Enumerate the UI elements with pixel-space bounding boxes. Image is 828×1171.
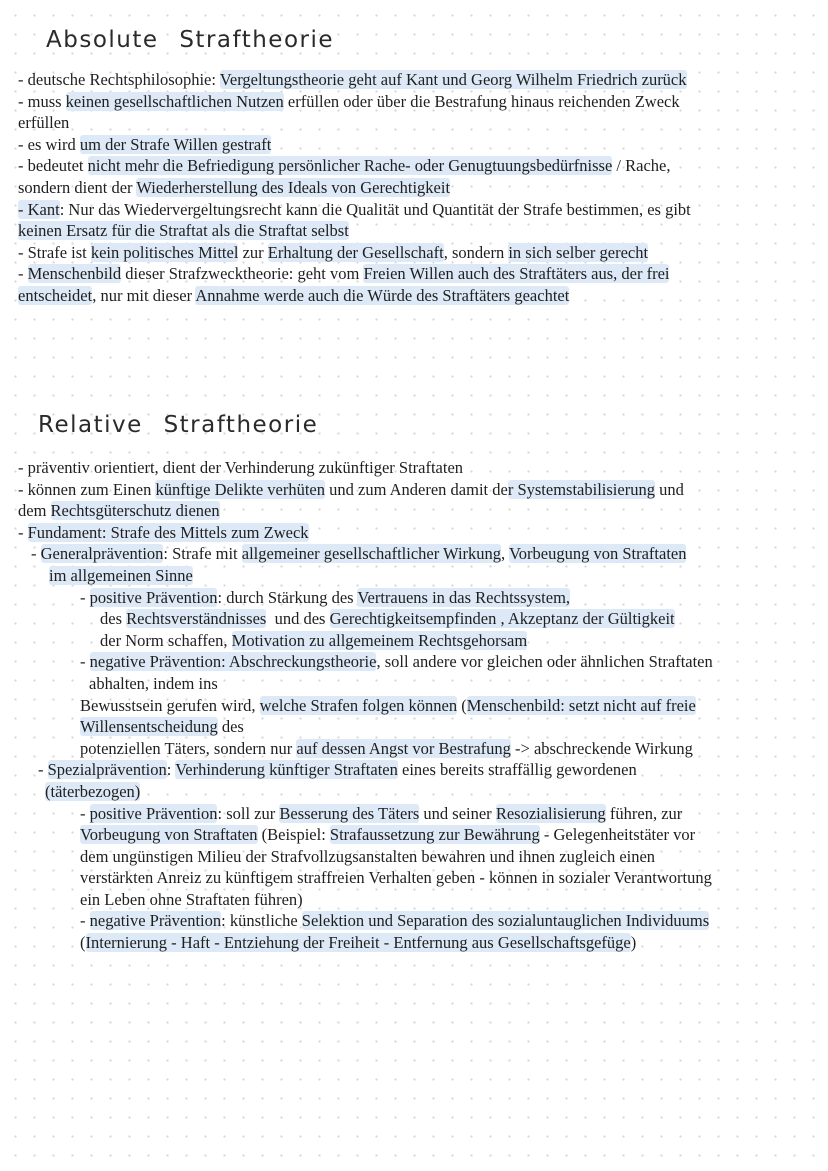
highlight: keinen Ersatz für die Straftat als die Straftat selbst <box>18 221 349 241</box>
text: - muss <box>18 91 66 111</box>
highlight: Wiederherstellung des Ideals von Gerechtigkeit <box>136 177 451 197</box>
text: (Beispiel: <box>257 825 330 845</box>
text: führen, zur <box>605 803 683 823</box>
note-line <box>18 565 818 587</box>
text: ( <box>457 695 467 715</box>
highlight: im allgemeinen Sinne <box>49 565 193 585</box>
note-line <box>18 522 818 544</box>
highlight: Menschenbild: setzt nicht auf freie <box>466 695 696 715</box>
text: , soll andere vor gleichen oder ähnlichen Straftaten <box>376 652 713 672</box>
highlight: Resozialisierung <box>495 803 606 823</box>
text: - es wird <box>18 134 80 154</box>
text: - präventiv orientiert, dient der Verhinderung zukünftiger Straftaten <box>18 458 464 477</box>
highlight: Erhaltung der Gesellschaft <box>267 242 444 262</box>
text: erfüllen oder über die Bestrafung hinaus reichenden Zweck <box>283 91 680 111</box>
text: und des <box>266 609 330 629</box>
highlight: Spezialprävention <box>47 760 167 780</box>
highlight: r Systemstabilisierung <box>507 479 655 499</box>
highlight: allgemeiner gesellschaftlicher Wirkung <box>241 544 502 564</box>
text: abhalten, indem ins <box>89 673 218 693</box>
text: : <box>166 760 176 780</box>
text: dem ungünstigen Milieu der Strafvollzugsanstalten bewahren und ihnen zugleich einen <box>80 846 656 866</box>
text: - <box>80 587 90 607</box>
highlight: Generalprävention <box>40 544 164 564</box>
highlight: Annahme werde auch die Würde des Straftäters geachtet <box>195 285 570 305</box>
highlight: Selektion und Separation des sozialuntauglichen Individuums <box>301 911 710 931</box>
highlight: entscheidet <box>18 285 93 305</box>
note-line <box>18 134 818 156</box>
text: des <box>100 609 127 629</box>
note-line <box>18 155 818 177</box>
text: : künstliche <box>221 911 302 931</box>
text: zur <box>238 242 268 262</box>
text: ein Leben ohne Straftaten führen) <box>80 889 303 909</box>
highlight: - Kant <box>18 199 60 219</box>
text: - <box>80 652 90 672</box>
text: - <box>80 803 90 823</box>
highlight: negative Prävention: Abschreckungstheorie <box>89 652 377 672</box>
highlight: Vorbeugung von Straftaten <box>80 825 258 845</box>
note-line <box>18 199 818 221</box>
text: - bedeutet <box>18 156 88 176</box>
note-line <box>18 242 818 264</box>
highlight: Rechtsgüterschutz dienen <box>50 501 220 521</box>
note-line <box>18 759 818 781</box>
note-line <box>18 69 818 91</box>
absolute-theory-notes <box>18 69 818 307</box>
note-line <box>18 587 818 609</box>
relative-theory-notes <box>18 457 818 954</box>
section-title-absolute: Absolute Straftheorie <box>46 27 335 53</box>
highlight: Vertrauens in das Rechtssystem, <box>357 587 571 607</box>
highlight: Vorbeugung von Straftaten <box>508 544 687 564</box>
highlight: (täterbezogen) <box>45 781 141 801</box>
text: ) <box>630 933 637 953</box>
note-line <box>18 457 818 479</box>
highlight: Freien Willen auch des Straftäters aus, der frei <box>363 264 670 284</box>
section-title-relative: Relative Straftheorie <box>38 412 319 438</box>
highlight: künftige Delikte verhüten <box>155 479 325 499</box>
highlight: um der Strafe Willen gestraft <box>79 134 272 154</box>
highlight: in sich selber gerecht <box>508 242 649 262</box>
highlight: Internierung - Haft - Entziehung der Freiheit - Entfernung aus Gesellschaftsgefüge <box>85 933 631 953</box>
text: : durch Stärkung des <box>217 587 358 607</box>
highlight: positive Prävention <box>89 803 218 823</box>
text: : Strafe mit <box>163 544 242 564</box>
text: , <box>501 544 509 564</box>
text: und seiner <box>419 803 496 823</box>
text: : Nur das Wiedervergeltungsrecht kann die Qualität und Quantität der Strafe bestimmen, es gibt <box>59 199 691 219</box>
text: - Strafe ist <box>18 242 91 262</box>
note-line <box>18 220 818 242</box>
text: - deutsche Rechtsphilosophie: <box>18 70 220 89</box>
text: - <box>18 522 28 542</box>
text: : soll zur <box>217 803 280 823</box>
highlight: auf dessen Angst vor Bestrafung <box>296 738 511 758</box>
highlight: keinen gesellschaftlichen Nutzen <box>65 91 284 111</box>
highlight: kein politisches Mittel <box>90 242 239 262</box>
text: / Rache, <box>612 156 671 176</box>
note-line <box>18 500 818 522</box>
highlight: Menschenbild <box>27 264 122 284</box>
note-line <box>18 824 818 846</box>
highlight: Fundament: Strafe des Mittels zum Zweck <box>27 522 309 542</box>
highlight: Strafaussetzung zur Bewährung <box>329 825 540 845</box>
text: eines bereits straffällig gewordenen <box>397 760 637 780</box>
highlight: Willensentscheidung <box>80 717 218 737</box>
text: und zum Anderen damit de <box>325 479 508 499</box>
text: erfüllen <box>18 113 70 133</box>
text: - <box>31 544 41 564</box>
text: - Gelegenheitstäter vor <box>539 825 696 845</box>
note-line <box>18 673 818 695</box>
highlight: positive Prävention <box>89 587 218 607</box>
text: der Norm schaffen, <box>100 630 232 650</box>
note-line <box>18 716 818 738</box>
note-line <box>18 889 818 911</box>
text: dem <box>18 501 51 521</box>
note-line <box>18 781 818 803</box>
note-line <box>18 651 818 673</box>
note-line <box>18 803 818 825</box>
note-line <box>18 177 818 199</box>
text: - <box>18 264 28 284</box>
text: , sondern <box>443 242 509 262</box>
note-line <box>18 630 818 652</box>
text: potenziellen Täters, sondern nur <box>80 738 297 758</box>
highlight: negative Prävention <box>89 911 222 931</box>
note-line <box>18 543 818 565</box>
text: - können zum Einen <box>18 479 156 499</box>
highlight: welche Strafen folgen können <box>259 695 458 715</box>
highlight: Motivation zu allgemeinem Rechtsgehorsam <box>231 630 528 650</box>
text: verstärkten Anreiz zu künftigem straffreien Verhalten geben - können in sozialer Verantwortung <box>80 868 712 888</box>
note-line <box>18 932 818 954</box>
note-line <box>18 738 818 760</box>
note-line <box>18 695 818 717</box>
highlight: Verhinderung künftiger Straftaten <box>175 760 398 780</box>
note-line <box>18 479 818 501</box>
highlight: Besserung des Täters <box>279 803 420 823</box>
note-line <box>18 867 818 889</box>
note-line <box>18 263 818 285</box>
text: ( <box>80 933 86 953</box>
note-line <box>18 910 818 932</box>
text: - <box>80 911 90 931</box>
highlight: nicht mehr die Befriedigung persönlicher Rache- oder Genugtuungsbedürfnisse <box>87 156 613 176</box>
note-line <box>18 846 818 868</box>
note-line <box>18 285 818 307</box>
highlight: Vergeltungstheorie geht auf Kant und Georg Wilhelm Friedrich zurück <box>219 70 687 89</box>
text: des <box>217 717 244 737</box>
note-line <box>18 112 818 134</box>
text: -> abschreckende Wirkung <box>510 738 693 758</box>
text: , nur mit dieser <box>92 285 196 305</box>
text: dieser Strafzwecktheorie: geht vom <box>121 264 364 284</box>
note-line <box>18 608 818 630</box>
highlight: Gerechtigkeitsempfinden , Akzeptanz der Gültigkeit <box>329 609 675 629</box>
highlight: Rechtsverständnisses <box>126 609 267 629</box>
text: und <box>654 479 684 499</box>
text: sondern dient der <box>18 177 137 197</box>
text: - <box>38 760 48 780</box>
note-line <box>18 91 818 113</box>
text: Bewusstsein gerufen wird, <box>80 695 260 715</box>
